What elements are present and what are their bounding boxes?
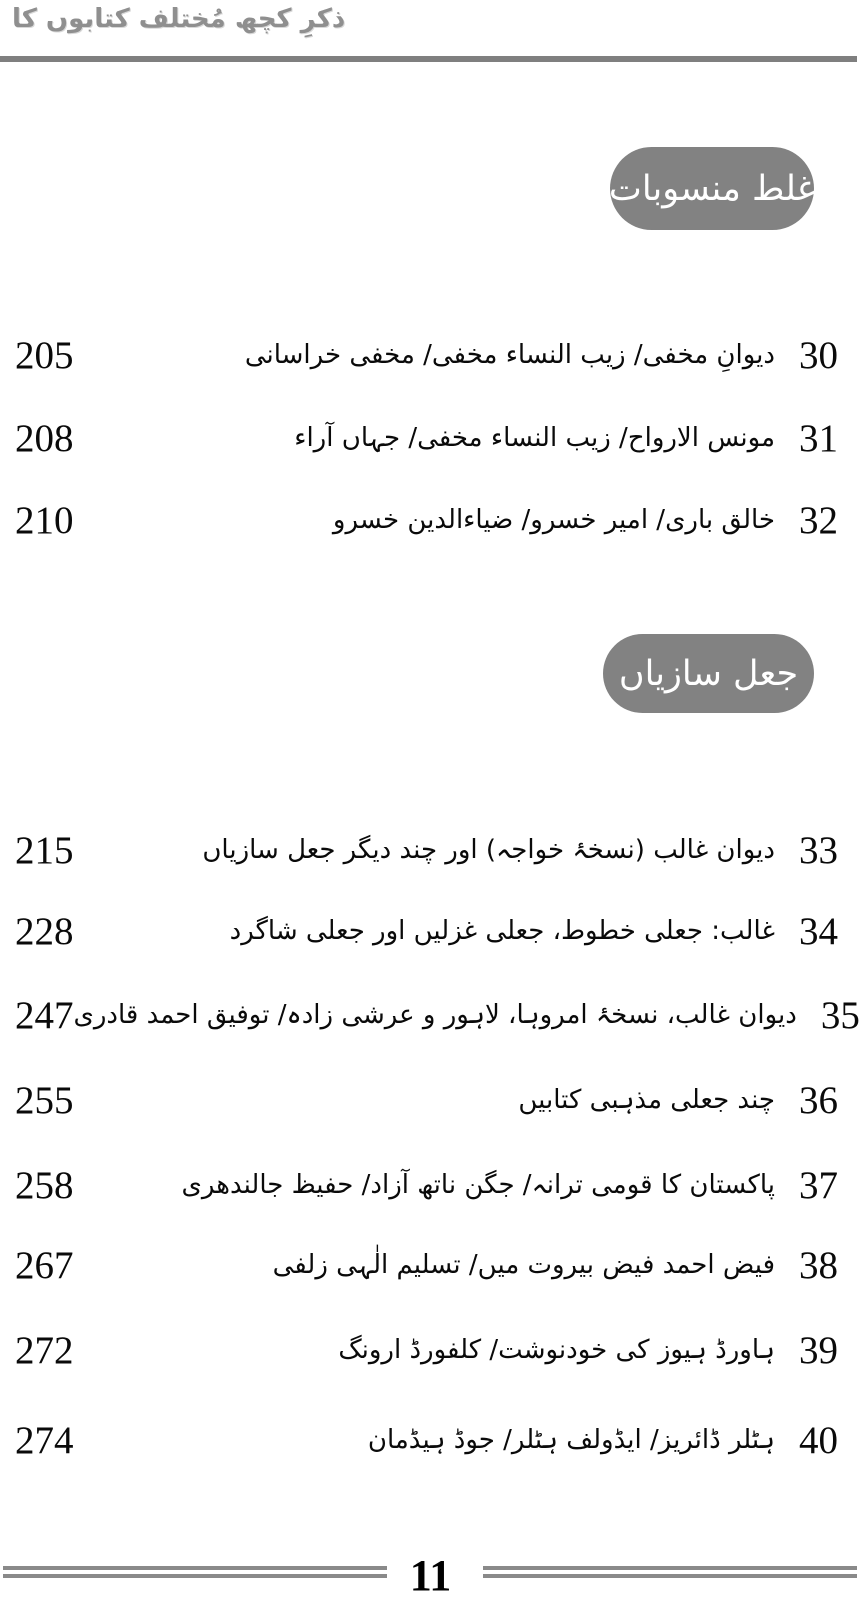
- toc-entry-title: چند جعلی مذہبی کتابیں: [518, 1085, 775, 1115]
- header-divider-rule: [0, 56, 857, 62]
- toc-entry-number: 31: [799, 416, 838, 460]
- toc-entry-title: دیوان غالب، نسخۂ امروہا، لاہور و عرشی زادہ/ توفیق احمد قادری: [73, 1000, 797, 1030]
- toc-entry-title: پاکستان کا قومی ترانہ/ جگن ناتھ آزاد/ حفیظ جالندھری: [181, 1170, 775, 1200]
- toc-entry-number: 34: [799, 909, 838, 953]
- toc-row: [15, 1319, 845, 1381]
- toc-entry-number: 33: [799, 828, 838, 872]
- running-head-title: ذکرِ کچھ مُختلف کتابوں کا: [12, 4, 346, 34]
- toc-row: [15, 1409, 845, 1471]
- toc-row: [15, 819, 845, 881]
- toc-page-number: 267: [15, 1243, 74, 1287]
- toc-entry-number: 37: [799, 1163, 838, 1207]
- toc-row: [15, 1154, 845, 1216]
- toc-entry-number: 38: [799, 1243, 838, 1287]
- toc-entry-title: ہٹلر ڈائریز/ ایڈولف ہٹلر/ جوڈ ہیڈمان: [367, 1425, 775, 1455]
- toc-row: [15, 984, 860, 1046]
- toc-row: [15, 1069, 845, 1131]
- toc-entry-title: دیوانِ مخفی/ زیب النساء مخفی/ مخفی خراسانی: [244, 340, 775, 370]
- toc-page-number: 205: [15, 333, 74, 377]
- toc-entry-number: 35: [820, 993, 860, 1037]
- toc-entry-title: غالب: جعلی خطوط، جعلی غزلیں اور جعلی شاگرد: [229, 916, 775, 946]
- folio-page-number: 11: [409, 1551, 452, 1600]
- toc-entry-number: 36: [799, 1078, 838, 1122]
- toc-entry-number: 39: [799, 1328, 838, 1372]
- toc-page-number: 210: [15, 498, 74, 542]
- toc-entry-title: فیض احمد فیض بیروت میں/ تسلیم الٰہی زلفی: [272, 1250, 775, 1280]
- toc-page-number: 215: [15, 828, 74, 872]
- toc-row: [15, 900, 845, 962]
- toc-page-number: 272: [15, 1328, 74, 1372]
- toc-row: [15, 324, 845, 386]
- section-heading-pill-jaal-saziyan: جعل سازیاں: [603, 634, 814, 713]
- toc-entry-number: 32: [799, 498, 838, 542]
- toc-page-number: 274: [15, 1418, 74, 1462]
- toc-row: [15, 489, 845, 551]
- toc-row: [15, 1234, 845, 1296]
- toc-page-number: 247: [15, 993, 74, 1037]
- toc-entry-title: دیوان غالب (نسخۂ خواجہ) اور چند دیگر جعل سازیاں: [202, 835, 775, 865]
- toc-page-number: 228: [15, 909, 74, 953]
- toc-page-number: 255: [15, 1078, 74, 1122]
- section-heading-pill-ghalat-mansoobat: غلط منسوبات: [610, 147, 814, 230]
- toc-page-number: 208: [15, 416, 74, 460]
- toc-entry-title: خالق باری/ امیر خسرو/ ضیاءالدین خسرو: [332, 505, 775, 535]
- toc-entry-number: 40: [799, 1418, 838, 1462]
- toc-entry-title: ہاورڈ ہیوز کی خودنوشت/ کلفورڈ ارونگ: [338, 1335, 775, 1365]
- toc-page-number: 258: [15, 1163, 74, 1207]
- toc-entry-number: 30: [799, 333, 838, 377]
- toc-row: [15, 407, 845, 469]
- footer-rule-right: [483, 1566, 857, 1578]
- toc-entry-title: مونس الارواح/ زیب النساء مخفی/ جہاں آراء: [294, 423, 775, 453]
